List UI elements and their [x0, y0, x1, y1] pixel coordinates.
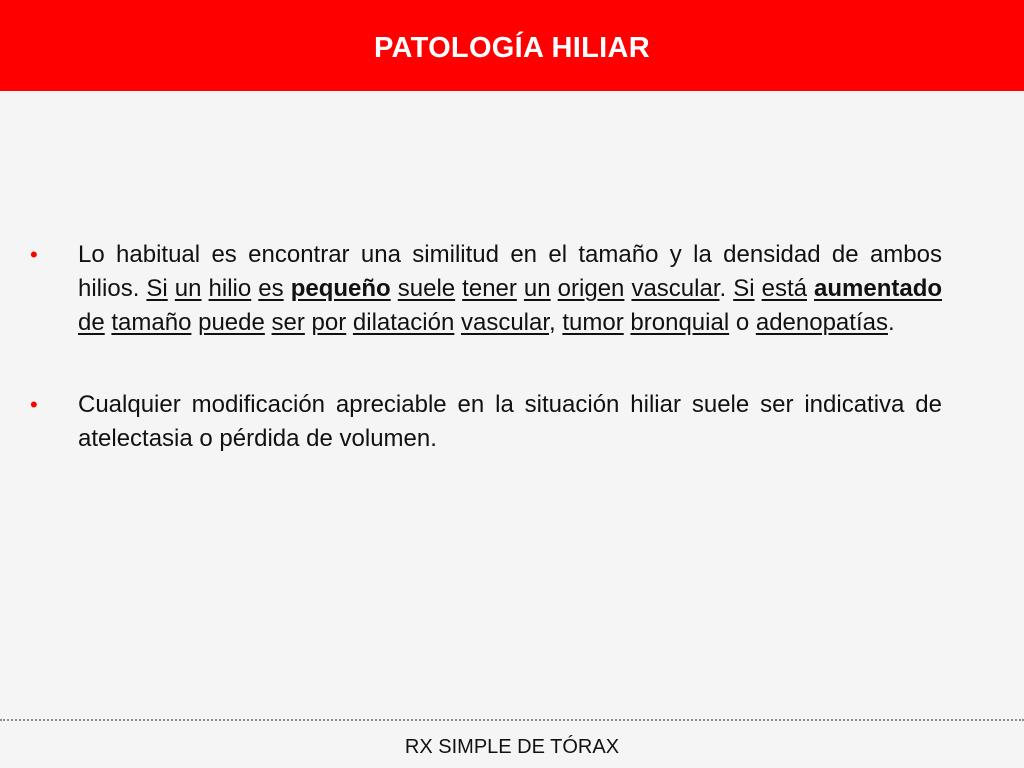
underlined-word: un [523, 275, 551, 302]
punctuation: , [549, 309, 563, 336]
underlined-word: es [258, 275, 284, 302]
underlined-word: vascular [460, 309, 550, 336]
slide-content [30, 238, 942, 456]
underlined-word: tamaño [111, 309, 192, 336]
word-space [755, 275, 762, 302]
underlined-word: está [761, 275, 807, 302]
word-space [346, 309, 353, 336]
bullet-2-text: Cualquier modificación apreciable en la situación hiliar suele ser indicativa de atelectasia o pérdida de volumen. [78, 391, 942, 452]
word-space [551, 275, 558, 302]
slide-title: PATOLOGÍA HILIAR [374, 32, 650, 64]
word-space [168, 275, 175, 302]
underlined-word: dilatación [352, 309, 455, 336]
underlined-word: por [311, 309, 347, 336]
footer-text: RX SIMPLE DE TÓRAX [404, 736, 620, 758]
connector-text: o [729, 309, 756, 336]
word-space [305, 309, 312, 336]
underlined-word: adenopatías [755, 309, 888, 336]
word-space [517, 275, 524, 302]
word-space [284, 275, 291, 302]
word-space [202, 275, 209, 302]
title-bar [0, 0, 1024, 91]
underlined-word: Si [733, 275, 755, 302]
word-space [265, 309, 272, 336]
punctuation: . [719, 275, 734, 302]
underlined-word: vascular [631, 275, 720, 302]
underlined-word: bronquial [630, 309, 730, 336]
underlined-word: Si [146, 275, 168, 302]
bullet-1-text [78, 241, 942, 336]
bullet-marker-1: • [30, 242, 38, 267]
bold-underlined-word: pequeño [290, 275, 391, 302]
word-space [454, 309, 461, 336]
punctuation: . [887, 309, 895, 336]
bold-underlined-word: aumentado [814, 275, 943, 302]
underlined-word: tumor [562, 309, 624, 336]
underlined-word: hilio [208, 275, 252, 302]
underlined-word: origen [557, 275, 625, 302]
bullet-marker-2: • [30, 392, 38, 417]
underlined-word: puede [198, 309, 265, 336]
word-space [391, 275, 398, 302]
underlined-word: ser [271, 309, 305, 336]
footer-divider [0, 719, 1024, 721]
underlined-word: un [174, 275, 202, 302]
underlined-word: de [78, 309, 105, 336]
bullet-item-1 [30, 238, 942, 340]
bullet-item-2 [30, 388, 942, 456]
bullet-1-intro-text: Lo habitual es encontrar una similitud en el tamaño y la densidad de ambos hilios. [78, 241, 942, 302]
word-space [807, 275, 814, 302]
underlined-word: suele [397, 275, 456, 302]
underlined-word: tener [462, 275, 517, 302]
